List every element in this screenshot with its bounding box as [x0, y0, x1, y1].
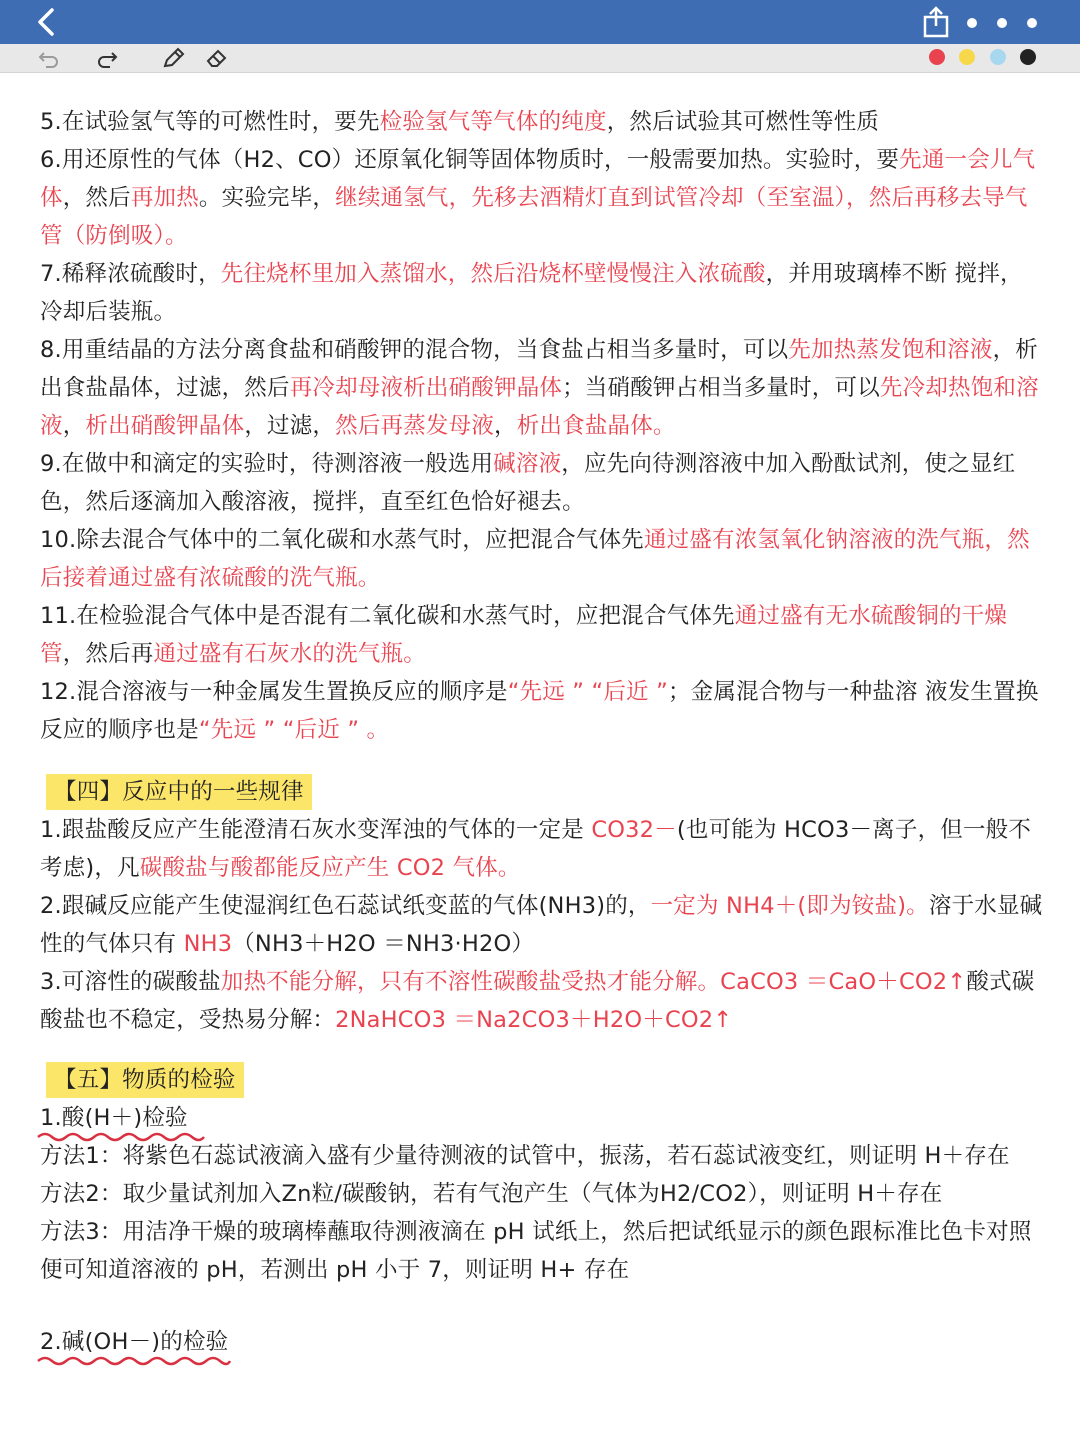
- base-test-heading: 2.碱(OH－)的检验: [40, 1323, 1045, 1361]
- share-icon[interactable]: [918, 4, 954, 40]
- eraser-icon[interactable]: [204, 46, 230, 70]
- acid-test-method-2: 方法2：取少量试剂加入Zn粒/碳酸钠，若有气泡产生（气体为H2/CO2），则证明 H＋存在: [40, 1181, 943, 1207]
- reaction-rule-1: 1.跟盐酸反应产生能澄清石灰水变浑浊的气体的一定是 CO32－(也可能为 HCO3－离子，但一般不考虑)，凡碳酸盐与酸都能反应产生 CO2 气体。: [40, 817, 1032, 881]
- color-swatch-blue[interactable]: [990, 49, 1006, 65]
- section-heading-5: 【五】物质的检验: [46, 1062, 244, 1098]
- rule-item-5: 5.在试验氢气等的可燃性时，要先检验氢气等气体的纯度，然后试验其可燃性等性质: [40, 109, 880, 135]
- section-heading-4: 【四】反应中的一些规律: [46, 774, 312, 810]
- rule-item-10: 10.除去混合气体中的二氧化碳和水蒸气时，应把混合气体先通过盛有浓氢氧化钠溶液的洗气瓶，然后接着通过盛有浓硫酸的洗气瓶。: [40, 527, 1030, 591]
- acid-test-method-3: 方法3：用洁净干燥的玻璃棒蘸取待测液滴在 pH 试纸上，然后把试纸显示的颜色跟标准比色卡对照便可知道溶液的 pH，若测出 pH 小于 7，则证明 H+ 存在: [40, 1219, 1032, 1283]
- rule-item-12: 12.混合溶液与一种金属发生置换反应的顺序是“先远 ” “后近 ”；金属混合物与一种盐溶 液发生置换反应的顺序也是“先远 ” “后近 ” 。: [40, 679, 1039, 743]
- rule-item-9: 9.在做中和滴定的实验时，待测溶液一般选用碱溶液，应先向待测溶液中加入酚酞试剂，使之显红色，然后逐滴加入酸溶液，搅拌，直至红色恰好褪去。: [40, 451, 1016, 515]
- rule-item-8: 8.用重结晶的方法分离食盐和硝酸钾的混合物，当食盐占相当多量时，可以先加热蒸发饱和溶液，析出食盐晶体，过滤，然后再冷却母液析出硝酸钾晶体；当硝酸钾占相当多量时，可以先冷却热饱和溶液，析出硝酸钾晶体，过滤，然后再蒸发母液，析出食盐晶体。: [40, 337, 1039, 439]
- pencil-icon[interactable]: [160, 46, 186, 70]
- reaction-rule-3: 3.可溶性的碳酸盐加热不能分解，只有不溶性碳酸盐受热才能分解。CaCO3 ＝CaO＋CO2↑酸式碳酸盐也不稳定，受热易分解：2NaHCO3 ＝Na2CO3＋H2O＋CO2↑: [40, 969, 1035, 1033]
- undo-icon[interactable]: [36, 46, 62, 70]
- color-swatch-yellow[interactable]: [959, 49, 975, 65]
- document-body: [40, 103, 1045, 1361]
- wavy-underline: [36, 1131, 206, 1143]
- color-swatch-red[interactable]: [929, 49, 945, 65]
- wavy-underline: [36, 1355, 232, 1367]
- redo-icon[interactable]: [94, 46, 120, 70]
- reaction-rule-2: 2.跟碱反应能产生使湿润红色石蕊试纸变蓝的气体(NH3)的，一定为 NH4＋(即为铵盐)。溶于水显碱性的气体只有 NH3（NH3＋H2O ＝NH3·H2O）: [40, 893, 1043, 957]
- acid-test-heading: 1.酸(H＋)检验: [40, 1099, 1045, 1137]
- back-icon[interactable]: [30, 4, 66, 40]
- color-swatch-black[interactable]: [1020, 49, 1036, 65]
- top-nav-bar: [0, 0, 1080, 44]
- rule-item-7: 7.稀释浓硫酸时，先往烧杯里加入蒸馏水，然后沿烧杯壁慢慢注入浓硫酸，并用玻璃棒不断 搅拌，冷却后装瓶。: [40, 261, 1023, 325]
- rule-item-6: 6.用还原性的气体（H2、CO）还原氧化铜等固体物质时，一般需要加热。实验时，要先通一会儿气体，然后再加热。实验完毕，继续通氢气，先移去酒精灯直到试管冷却（至室温），然后再移去导气管（防倒吸）。: [40, 147, 1036, 249]
- acid-test-method-1: 方法1：将紫色石蕊试液滴入盛有少量待测液的试管中，振荡，若石蕊试液变红，则证明 H＋存在: [40, 1143, 1010, 1169]
- rule-item-11: 11.在检验混合气体中是否混有二氧化碳和水蒸气时，应把混合气体先通过盛有无水硫酸铜的干燥管，然后再通过盛有石灰水的洗气瓶。: [40, 603, 1008, 667]
- edit-toolbar: [0, 44, 1080, 73]
- more-icon[interactable]: [962, 12, 1046, 32]
